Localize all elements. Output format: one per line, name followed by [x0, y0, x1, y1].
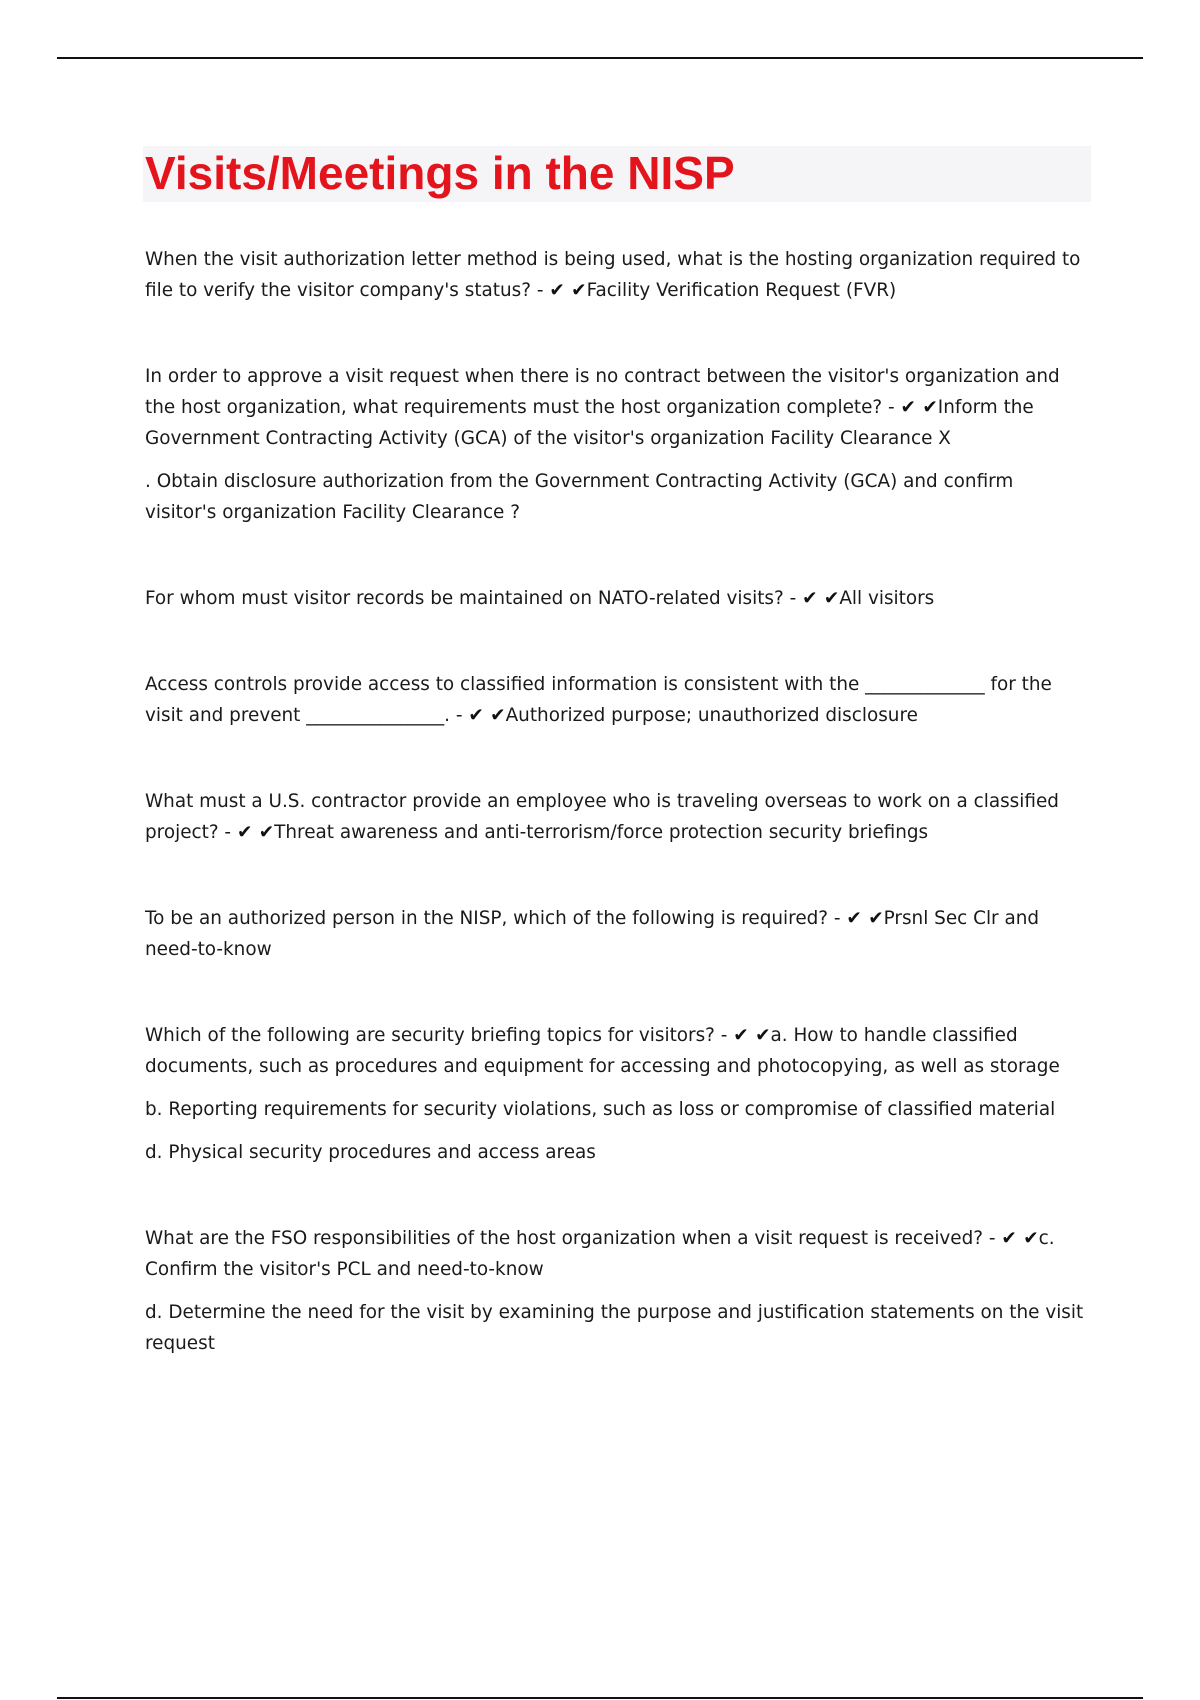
answer-text: Threat awareness and anti-terrorism/force protection security briefings [274, 822, 929, 843]
qa-item [145, 583, 1090, 614]
double-check-icon: ✔ ✔ [733, 1025, 771, 1046]
question-text: What are the FSO responsibilities of the host organization when a visit request is received? - [145, 1228, 996, 1249]
question-text: Which of the following are security briefing topics for visitors? - [145, 1025, 728, 1046]
answer-text: Authorized purpose; unauthorized disclosure [505, 705, 918, 726]
question-text: When the visit authorization letter method is being used, what is the hosting organization required to file to verify the visitor company's status? - [145, 249, 1081, 301]
double-check-icon: ✔ ✔ [1001, 1228, 1039, 1249]
qa-question-line [145, 244, 1090, 306]
top-rule [57, 57, 1143, 59]
qa-item [145, 1223, 1090, 1359]
qa-question-line [145, 1020, 1090, 1082]
qa-question-line [145, 786, 1090, 848]
question-text: In order to approve a visit request when there is no contract between the visitor's organization and the host organization, what requirements must the host organization complete? - [145, 366, 1060, 418]
bottom-rule [57, 1697, 1143, 1699]
answer-continuation: b. Reporting requirements for security violations, such as loss or compromise of classified material [145, 1099, 1056, 1120]
answer-continuation: d. Determine the need for the visit by examining the purpose and justification statements on the visit request [145, 1302, 1084, 1354]
qa-item [145, 1020, 1090, 1168]
qa-item [145, 786, 1090, 848]
document-title: Visits/Meetings in the NISP [145, 147, 735, 199]
answer-text: Facility Verification Request (FVR) [586, 280, 897, 301]
answer-text: a. How to handle classified documents, such as procedures and equipment for accessing and photocopying, as well as storage [145, 1025, 1060, 1077]
double-check-icon: ✔ ✔ [846, 908, 884, 929]
answer-continuation: . Obtain disclosure authorization from the Government Contracting Activity (GCA) and confirm visitor's organization Facility Clearance ? [145, 471, 1014, 523]
double-check-icon: ✔ ✔ [900, 397, 938, 418]
question-text: For whom must visitor records be maintained on NATO-related visits? - [145, 588, 797, 609]
answer-text: Inform the Government Contracting Activity (GCA) of the visitor's organization Facility Clearance X [145, 397, 1034, 449]
qa-item [145, 244, 1090, 306]
answer-continuation: d. Physical security procedures and access areas [145, 1142, 596, 1163]
qa-question-line [145, 669, 1090, 731]
qa-question-line [145, 583, 1090, 614]
qa-item [145, 903, 1090, 965]
qa-question-line [145, 361, 1090, 454]
question-text: What must a U.S. contractor provide an employee who is traveling overseas to work on a classified project? - [145, 791, 1059, 843]
answer-text: Prsnl Sec Clr and need-to-know [145, 908, 1040, 960]
answer-text: c. Confirm the visitor's PCL and need-to-know [145, 1228, 1055, 1280]
double-check-icon: ✔ ✔ [802, 588, 840, 609]
question-text: Access controls provide access to classified information is consistent with the _____________ for the visit and prevent _______________. - [145, 674, 1052, 726]
qa-question-line [145, 1223, 1090, 1285]
qa-question-line [145, 903, 1090, 965]
qa-list [145, 244, 1090, 1414]
question-text: To be an authorized person in the NISP, which of the following is required? - [145, 908, 841, 929]
double-check-icon: ✔ ✔ [236, 822, 275, 843]
answer-text: All visitors [839, 588, 935, 609]
double-check-icon: ✔ ✔ [549, 280, 587, 301]
qa-item [145, 361, 1090, 528]
qa-item [145, 669, 1090, 731]
double-check-icon: ✔ ✔ [468, 705, 506, 726]
